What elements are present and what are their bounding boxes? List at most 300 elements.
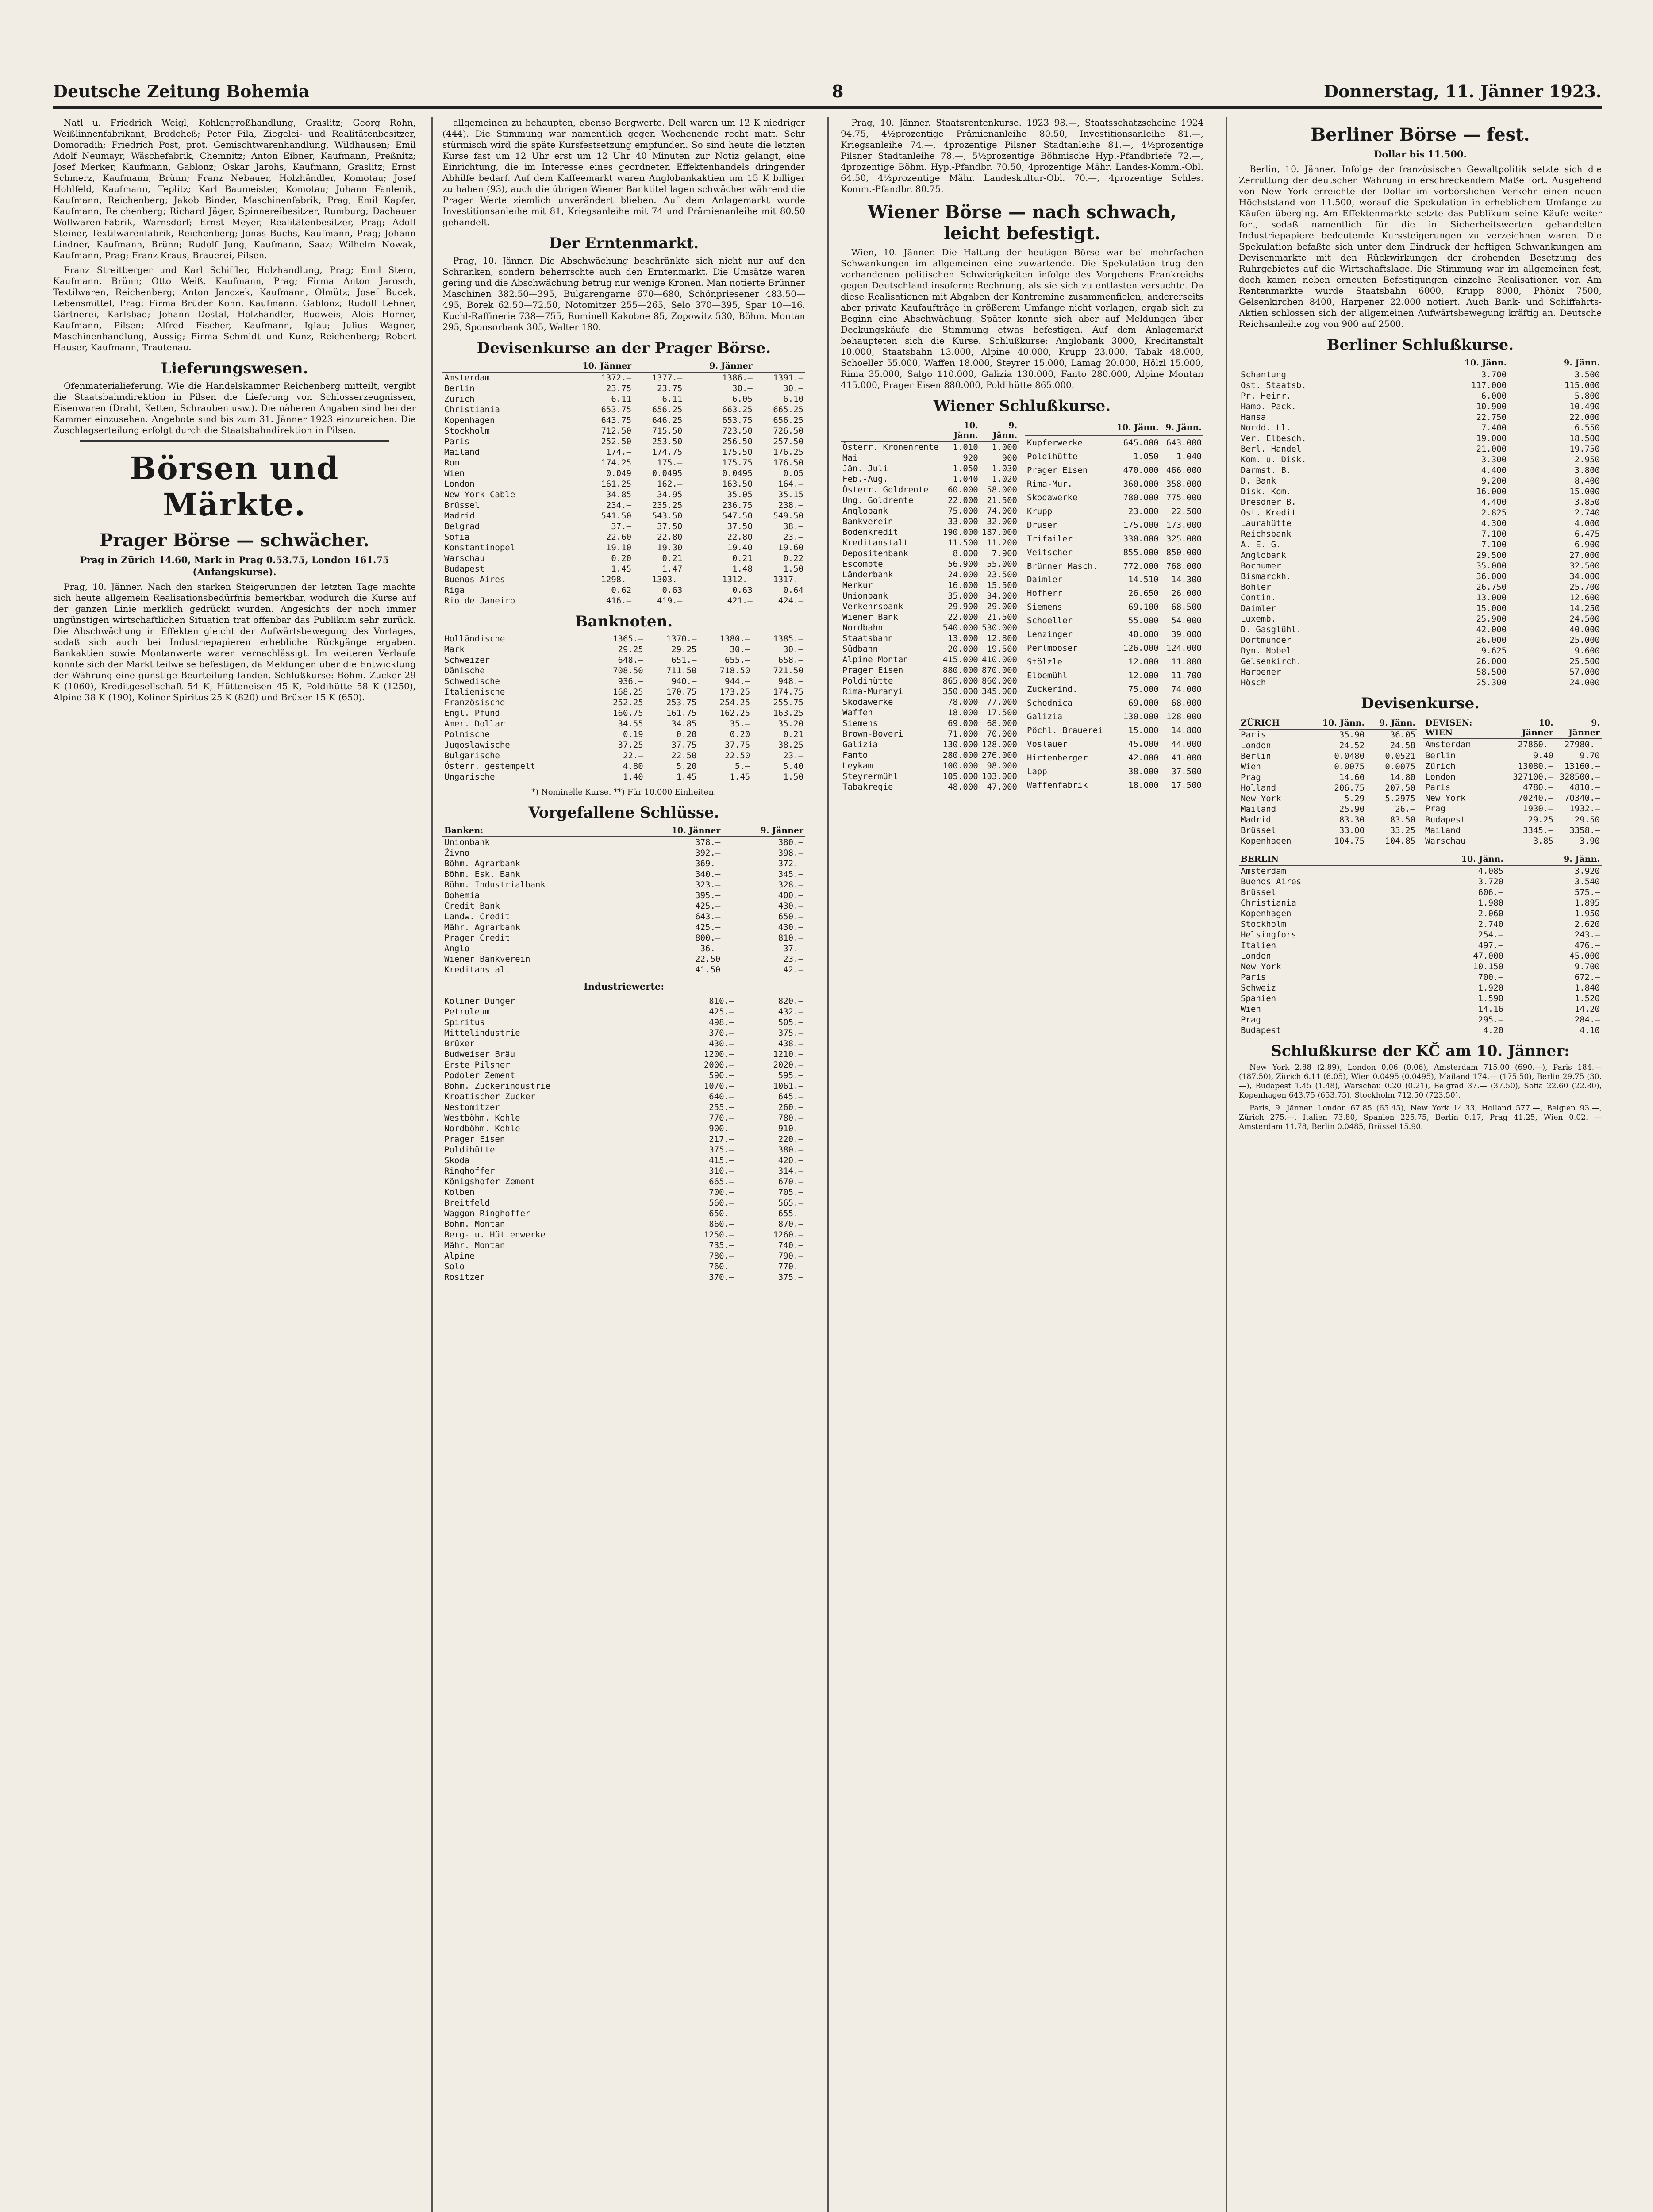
table-cell: Böhler (1241, 582, 1271, 592)
table-row (442, 1006, 805, 1017)
table-cell: 650.— (709, 1209, 734, 1218)
table-cell: 3.700 (1481, 370, 1507, 380)
table-cell: 3.85 (1533, 836, 1553, 846)
table-cell: 22.80 (657, 532, 683, 542)
table-header-row (1239, 853, 1602, 865)
table-cell: 5.2975 (1385, 794, 1415, 803)
column-4 (1239, 117, 1602, 2212)
table-row (442, 447, 805, 457)
table-cell: New York (1241, 794, 1281, 803)
table-cell: Daimler (1241, 603, 1276, 613)
table-cell: 25.300 (1476, 678, 1507, 687)
table-row (1239, 497, 1602, 507)
table-cell: 0.19 (623, 730, 643, 739)
table-cell: 505.— (778, 1018, 803, 1027)
table-row (1025, 463, 1203, 477)
table-cell: 21.000 (1476, 444, 1507, 454)
table-cell: 4810.— (1569, 783, 1600, 793)
table-row (442, 1070, 805, 1081)
table-heading-devisenkurse: Devisenkurse. (1361, 695, 1480, 712)
table-cell: 6.11 (611, 394, 632, 404)
table-cell: 340.— (695, 869, 721, 879)
table-cell: 104.85 (1385, 836, 1415, 846)
table-cell: 44.000 (1171, 739, 1202, 749)
article-text: Wien, 10. Jänner. Die Haltung der heutigen Börse war bei mehrfachen Schwankungen im allgemeinen eine zuwartende. Die Spekulation trug den vorhandenen politischen Schwierigkeiten infolge des Vorgehens Frankreichs gegen Deutschland insoferne Rechnung, als sie sich zu entlasten versuchte. Da diese Realisationen mit Abgaben der Kontremine zusammenfielen, andererseits aber private Kaufaufträge in größerem Umfange nicht vorlagen, ergab sich zu Beginn eine Abschwächung. Später konnte sich aber auf Meldungen über Deckungskäufe die Stimmung etwas befestigen. Auf dem Anlagemarkt behaupteten sich die Kurse. Schlußkurse: Anglobank 3000, Kreditanstalt 10.000, Staatsbahn 13.000, Alpine 40.000, Krupp 23.000, Tabak 48.000, Schoeller 55.000, Waffen 18.000, Steyrer 15.000, Lamag 20.000, Hölzl 15.000, Rima 35.000, Salgo 110.000, Galizia 130.000, Fanto 280.000, Alpine Montan 415.000, Prager Eisen 880.000, Poldihütte 865.000. (841, 247, 1203, 390)
table-cell: 2.740 (1574, 508, 1600, 518)
table-cell: 11.200 (987, 538, 1017, 548)
table-cell: Dortmunder (1241, 635, 1292, 645)
table-row (1239, 603, 1602, 614)
table-row (442, 415, 805, 426)
table-row (1025, 628, 1203, 641)
table-cell: Stockholm (444, 426, 490, 436)
table-cell: Länderbank (842, 570, 893, 580)
table-cell: 1.895 (1574, 898, 1600, 908)
table-cell: 33.25 (1390, 826, 1415, 835)
table-cell: 715.50 (652, 426, 683, 436)
table-cell: 22.50 (725, 751, 750, 760)
table-cell: Lapp (1027, 767, 1047, 777)
table-cell: 865.000 (942, 676, 978, 686)
table-row (841, 569, 1019, 580)
table-cell: Madrid (444, 511, 475, 521)
table-row (1239, 433, 1602, 444)
table-cell: Ost. Staatsb. (1241, 380, 1307, 390)
table-cell: Ver. Elbesch. (1241, 434, 1307, 443)
table-pair (1239, 715, 1602, 852)
table-row (1239, 983, 1602, 993)
table-cell: Nestomitzer (444, 1102, 500, 1112)
table-row (841, 633, 1019, 644)
table-cell: 5.— (734, 761, 750, 771)
table-cell: 650.— (778, 912, 803, 922)
table-row (442, 383, 805, 394)
table-row (442, 1091, 805, 1102)
table-cell: 360.000 (1123, 479, 1159, 489)
table-row (1423, 836, 1602, 846)
table-cell: Skodawerke (842, 697, 893, 707)
table-cell: 38.— (783, 522, 803, 531)
table-row (841, 601, 1019, 612)
table-cell: 68.000 (1171, 698, 1202, 708)
table-cell: 9.200 (1481, 476, 1507, 486)
table-cell: Zuckerind. (1027, 684, 1078, 695)
table-cell: Podoler Zement (444, 1071, 515, 1080)
table-cell: 45.000 (1128, 739, 1159, 749)
table-cell: 22.60 (606, 532, 632, 542)
table-cell: Bulgarische (444, 751, 500, 760)
table-cell: 25.900 (1476, 614, 1507, 624)
table-cell: 497.— (1478, 941, 1503, 950)
table-cell: 17.500 (987, 708, 1017, 718)
table-row (841, 665, 1019, 676)
table-row (442, 1166, 805, 1176)
table-cell: 27860.— (1518, 740, 1553, 750)
table-cell: 419.— (657, 596, 683, 606)
table-cell: Laurahütte (1241, 518, 1292, 528)
table-row (442, 1144, 805, 1155)
table-cell: Hamb. Pack. (1241, 402, 1296, 411)
table-row (1239, 486, 1602, 497)
table-row (442, 1060, 805, 1070)
table-cell: 476.— (1574, 941, 1600, 950)
table-cell: 790.— (778, 1251, 803, 1261)
table-cell: 21.500 (987, 612, 1017, 622)
table-row (1239, 729, 1417, 740)
table-cell: Rima-Muranyi (842, 687, 903, 696)
table-cell: 424.— (778, 596, 803, 606)
table-cell: 1.47 (662, 564, 683, 574)
table-cell: 0.20 (730, 730, 750, 739)
table-cell: Breitfeld (444, 1198, 490, 1208)
table-row (1423, 793, 1602, 803)
table-row (1239, 793, 1417, 804)
table-cell: 9.600 (1574, 646, 1600, 656)
table-cell: 24.52 (1339, 741, 1365, 750)
table-cell: 29.50 (1574, 814, 1600, 825)
table-cell: 130.000 (1123, 712, 1159, 722)
table-cell: 35.000 (1476, 561, 1507, 571)
table-row (1025, 641, 1203, 655)
article-text: Prag, 10. Jänner. Staatsrentenkurse. 1923 98.—, Staatsschatzscheine 1924 94.75, 4½prozentige Prämienanleihe 80.50, Investitionsanleihe 81.—, Kriegsanleihe 74.—, 4prozentige Pilsner Stadtanleihe 81.—, 4½prozentige Pilsner Stadtanleihe 78.—, 5½prozentige Böhmische Hyp.-Pfandbriefe 72.—, 4prozentige Böhm. Hyp.-Pfandbr. 70.50, 4prozentige Mähr. Landes-Komm.-Obl. 64.50, 4½prozentige Mähr. Landeskultur-Obl. 70.—, 4prozentige Schles. Komm.-Pfandbr. 80.75. (841, 117, 1203, 194)
table-cell: 1.050 (1133, 451, 1159, 461)
table-cell: Sofia (444, 532, 470, 542)
table-row (442, 436, 805, 447)
table-row (442, 1028, 805, 1038)
table-cell: 392.— (695, 848, 721, 858)
table-cell: 47.000 (987, 782, 1017, 792)
table-row (1025, 587, 1203, 600)
table-cell: 37.50 (727, 522, 753, 531)
table-cell: 780.— (709, 1251, 734, 1261)
table-cell: 175.50 (722, 447, 753, 457)
table-cell: 42.— (783, 965, 803, 975)
table-cell: Jugoslawische (444, 740, 510, 750)
table-row (1025, 614, 1203, 628)
table-cell: Helsingfors (1241, 930, 1296, 940)
table-cell: 380.— (778, 837, 803, 847)
table-cell: 780.— (778, 1113, 803, 1123)
table-cell: 810.— (778, 933, 803, 943)
table-cell: 26.650 (1128, 588, 1159, 599)
table-row (1239, 740, 1417, 751)
table-row (442, 922, 805, 933)
table-cell: 560.— (709, 1198, 734, 1208)
table-row (1239, 667, 1602, 677)
column-header: 9. Jänner (684, 360, 754, 372)
table-cell: 15.000 (1128, 726, 1159, 736)
table-cell: 74.000 (987, 506, 1017, 516)
table-cell: 415.000 (942, 655, 978, 664)
table-subheading: Industriewerte: (583, 981, 665, 992)
table-row (1025, 532, 1203, 545)
table-header-row (442, 360, 805, 372)
table-cell: 1.45 (611, 564, 632, 574)
table-cell: Merkur (842, 580, 873, 590)
table-cell: Krupp (1027, 506, 1053, 516)
table-cell: 41.000 (1171, 753, 1202, 763)
table-cell: 1.980 (1478, 898, 1503, 908)
table-cell: 5.800 (1574, 391, 1600, 401)
table-cell: 1.48 (732, 564, 753, 574)
table-row (841, 676, 1019, 686)
table-cell: 11.800 (1171, 657, 1202, 667)
table-cell: 656.25 (773, 415, 803, 425)
table-heading-devisen: Devisenkurse an der Prager Börse. (477, 339, 771, 357)
table-cell: 37.75 (725, 740, 750, 750)
table-cell: Poldihütte (1027, 451, 1078, 461)
table-cell: 27980.— (1564, 740, 1600, 750)
table-cell: 20.000 (948, 644, 978, 654)
table-cell: 252.25 (613, 698, 643, 707)
table-cell: 6.10 (783, 394, 803, 404)
table-cell: 350.000 (942, 687, 978, 696)
table-cell: 35.20 (778, 719, 803, 729)
table-cell: 32.000 (987, 517, 1017, 526)
table-cell: 9.700 (1574, 962, 1600, 972)
table-row (442, 1229, 805, 1240)
table-cell: Christiania (444, 405, 500, 415)
table-cell: 217.— (709, 1134, 734, 1144)
table-row (1239, 550, 1602, 561)
table-cell: 653.75 (601, 405, 632, 415)
table-cell: 1260.— (773, 1230, 803, 1240)
table-cell: 234.— (606, 500, 632, 510)
table-cell: 5.40 (783, 761, 803, 771)
table-cell: 243.— (1574, 930, 1600, 940)
table-cell: 1930.— (1523, 804, 1553, 814)
table-row (1239, 529, 1602, 539)
table-row (1239, 876, 1602, 887)
berliner-schluss-table (1239, 357, 1602, 688)
table-cell: 176.25 (773, 447, 803, 457)
table-cell: 4.400 (1481, 497, 1507, 507)
table-cell: 12.000 (1128, 671, 1159, 681)
table-cell: 6.900 (1574, 540, 1600, 549)
table-row (442, 1198, 805, 1208)
table-row (442, 901, 805, 911)
table-cell: 15.500 (987, 580, 1017, 590)
table-cell: 22.— (623, 751, 643, 760)
table-cell: 7.900 (992, 549, 1017, 558)
table-row (1239, 656, 1602, 667)
table-cell: 18.000 (948, 708, 978, 718)
table-row (442, 1176, 805, 1187)
column-header: 10. Jänn. (1401, 357, 1508, 369)
table-cell: 161.25 (601, 479, 632, 489)
table-cell: 78.000 (948, 697, 978, 707)
table-cell: 17.500 (1171, 780, 1202, 791)
table-row (442, 729, 805, 740)
table-cell: 421.— (727, 596, 753, 606)
table-cell: Brüxer (444, 1039, 475, 1048)
table-cell: 3.720 (1478, 877, 1503, 887)
table-cell: Nordböhm. Kohle (444, 1124, 520, 1133)
table-cell: Alpine Montan (842, 655, 908, 664)
table-heading-berliner-schluss: Berliner Schlußkurse. (1326, 336, 1514, 354)
table-cell: Ungarische (444, 772, 495, 782)
table-cell: 235.25 (652, 500, 683, 510)
table-row (1025, 518, 1203, 532)
table-cell: Daimler (1027, 575, 1063, 585)
table-row (442, 750, 805, 761)
table-cell: 284.— (1574, 1015, 1600, 1025)
table-cell: Budapest (1241, 1025, 1281, 1035)
table-cell: 36.— (700, 944, 721, 953)
table-row (442, 772, 805, 782)
table-cell: 163.25 (773, 708, 803, 718)
table-row (1239, 369, 1602, 380)
column-rule (431, 117, 433, 2212)
table-cell: Kroatischer Zucker (444, 1092, 535, 1102)
table-cell: 174.— (606, 447, 632, 457)
table-cell: 772.000 (1123, 561, 1159, 571)
table-cell: 327100.— (1513, 772, 1553, 782)
table-cell: 656.25 (652, 405, 683, 415)
table-cell: 77.000 (987, 697, 1017, 707)
table-cell: 672.— (1574, 972, 1600, 982)
table-cell: Schantung (1241, 370, 1286, 380)
table-cell: 24.58 (1390, 741, 1415, 750)
table-pair (841, 418, 1203, 798)
table-row (442, 372, 805, 383)
table-cell: 2.950 (1574, 455, 1600, 465)
table-cell: 1303.— (652, 575, 683, 584)
table-cell: Skoda (444, 1156, 470, 1165)
table-cell: Galizia (1027, 712, 1063, 722)
table-cell: 2.740 (1478, 919, 1503, 929)
table-cell: 22.750 (1476, 412, 1507, 422)
table-cell: 37.— (783, 944, 803, 953)
table-cell: 498.— (709, 1018, 734, 1027)
table-cell: Jän.-Juli (842, 464, 888, 473)
table-cell: 1385.— (773, 634, 803, 644)
table-cell: 18.500 (1569, 434, 1600, 443)
table-cell: New York Cable (444, 490, 515, 499)
table-row (442, 1187, 805, 1198)
table-cell: 35.— (730, 719, 750, 729)
table-cell: 24.500 (1569, 614, 1600, 624)
table-cell: 1365.— (613, 634, 643, 644)
table-cell: Prager Eisen (842, 665, 903, 675)
table-cell: Engl. Pfund (444, 708, 500, 718)
table-row (442, 1219, 805, 1229)
table-cell: 0.05 (783, 469, 803, 478)
table-row (1239, 677, 1602, 688)
table-cell: Ost. Kredit (1241, 508, 1296, 518)
table-heading-kc: Schlußkurse der KČ am 10. Jänner: (1271, 1042, 1570, 1060)
table-cell: 948.— (778, 676, 803, 686)
table-cell: Wiener Bankverein (444, 954, 530, 964)
column-header: 10. Jänner (554, 360, 633, 372)
table-cell: 41.50 (695, 965, 721, 975)
table-cell: Gelsenkirch. (1241, 657, 1302, 666)
table-cell: 1370.— (666, 634, 697, 644)
column-1 (53, 117, 416, 2212)
table-cell: New York (1425, 793, 1466, 803)
table-cell: 34.55 (618, 719, 643, 729)
table-cell: 128.000 (1166, 712, 1202, 722)
table-cell: 430.— (778, 922, 803, 932)
table-row (442, 1272, 805, 1283)
table-cell: 466.000 (1166, 465, 1202, 475)
table-cell: 1317.— (773, 575, 803, 584)
table-row (442, 394, 805, 404)
table-row (1239, 814, 1417, 825)
article-text: Franz Streitberger und Karl Schiffler, Holzhandlung, Prag; Emil Stern, Kaufmann, Brünn; Otto Weiß, Kaufmann, Prag; Firma Anton Jarosch, Textilwaren, Reichenberg; Anton Janczek, Kaufmann, Olmütz; Josef Bucek, Lebensmittel, Prag; Firma Brüder Kohn, Kaufmann, Gablonz; Rudolf Lehner, Gärtnerei, Karlsbad; Johann Dostal, Holzhändler, Budweis; Alois Horner, Kaufmann, Pilsen; Alfred Fischer, Kaufmann, Iglau; Julius Wagner, Maschinenhandlung, Aussig; Firma Schmidt und Kunz, Reichenberg; Robert Hauser, Kaufmann, Trautenau. (53, 265, 416, 353)
table-cell: 0.0521 (1385, 751, 1415, 761)
table-cell: 1.590 (1478, 994, 1503, 1003)
table-cell: Waffenfabrik (1027, 780, 1088, 791)
table-cell: Budapest (1425, 814, 1466, 825)
table-cell: Hösch (1241, 678, 1266, 687)
table-cell: Mähr. Montan (444, 1240, 505, 1250)
table-cell: 19.40 (727, 543, 753, 553)
table-cell: 162.— (657, 479, 683, 489)
table-row (442, 1240, 805, 1251)
table-cell: 57.000 (1569, 667, 1600, 677)
article-text: Prag, 10. Jänner. Die Abschwächung beschränkte sich nicht nur auf den Schranken, sondern beherrschte auch den Erntenmarkt. Die Umsätze waren gering und die Abschwächung betrug nur wenige Kronen. Man notierte Brünner Maschinen 382.50—395, Bulgarengarne 670—680, Schönpriesener 483.50—495, Borek 62.50—72.50, Notomitzer 255—265, Selo 370—395, Spar 10—16. Kuchl-Raffinerie 738—755, Rominell Kakobne 85, Zopowitz 530, Böhm. Montan 295, Sponsorbank 305, Walter 180. (442, 255, 805, 332)
table-cell: Kupferwerke (1027, 438, 1083, 448)
table-row (841, 559, 1019, 569)
table-cell: Mähr. Agrarbank (444, 922, 520, 932)
table-cell: 643.75 (601, 415, 632, 425)
table-cell: 6.550 (1574, 423, 1600, 433)
table-row (442, 1134, 805, 1144)
table-cell: 163.50 (722, 479, 753, 489)
column-header: 10. Jänn. (940, 420, 980, 442)
table-cell: Österr. gestempelt (444, 761, 535, 771)
table-cell: 160.75 (613, 708, 643, 718)
table-cell: Amer. Dollar (444, 719, 505, 729)
table-row (1239, 507, 1602, 518)
table-row (841, 495, 1019, 506)
table-row (442, 911, 805, 922)
table-cell: 3.920 (1574, 866, 1600, 876)
table-cell: Dyn. Nobel (1241, 646, 1292, 656)
table-cell: 58.000 (987, 485, 1017, 495)
table-cell: 22.000 (1569, 412, 1600, 422)
table-cell: 23.000 (1128, 506, 1159, 516)
article-subheading: Prag in Zürich 14.60, Mark in Prag 0.53.75, London 161.75 (Anfangskurse). (80, 554, 389, 577)
table-cell: Koliner Dünger (444, 996, 515, 1006)
table-cell: 10.900 (1476, 402, 1507, 411)
table-row (442, 1123, 805, 1134)
table-cell: Brünner Masch. (1027, 561, 1098, 571)
table-row (1025, 696, 1203, 710)
wiener-schluss-table (841, 420, 1019, 792)
table-cell: 400.— (778, 891, 803, 900)
table-cell: 323.— (695, 880, 721, 890)
table-cell: 438.— (778, 1039, 803, 1048)
table-cell: 75.000 (948, 506, 978, 516)
table-cell: 1372.— (601, 373, 632, 383)
table-row (442, 996, 805, 1006)
column-header: 10. Jänn. (1111, 420, 1161, 435)
table-cell: Prag (1241, 772, 1261, 782)
table-cell: Kom. u. Disk. (1241, 455, 1307, 465)
table-cell: 425.— (709, 1007, 734, 1017)
table-cell: 4.085 (1478, 866, 1503, 876)
table-footnote: *) Nominelle Kurse. **) Für 10.000 Einheiten. (531, 787, 716, 797)
table-cell: 83.50 (1390, 815, 1415, 825)
table-cell: 32.500 (1569, 561, 1600, 571)
table-cell: 860.— (709, 1219, 734, 1229)
table-cell: Fanto (842, 750, 868, 760)
table-cell: 655.— (725, 655, 750, 665)
table-cell: 425.— (695, 901, 721, 911)
table-row (1239, 972, 1602, 983)
